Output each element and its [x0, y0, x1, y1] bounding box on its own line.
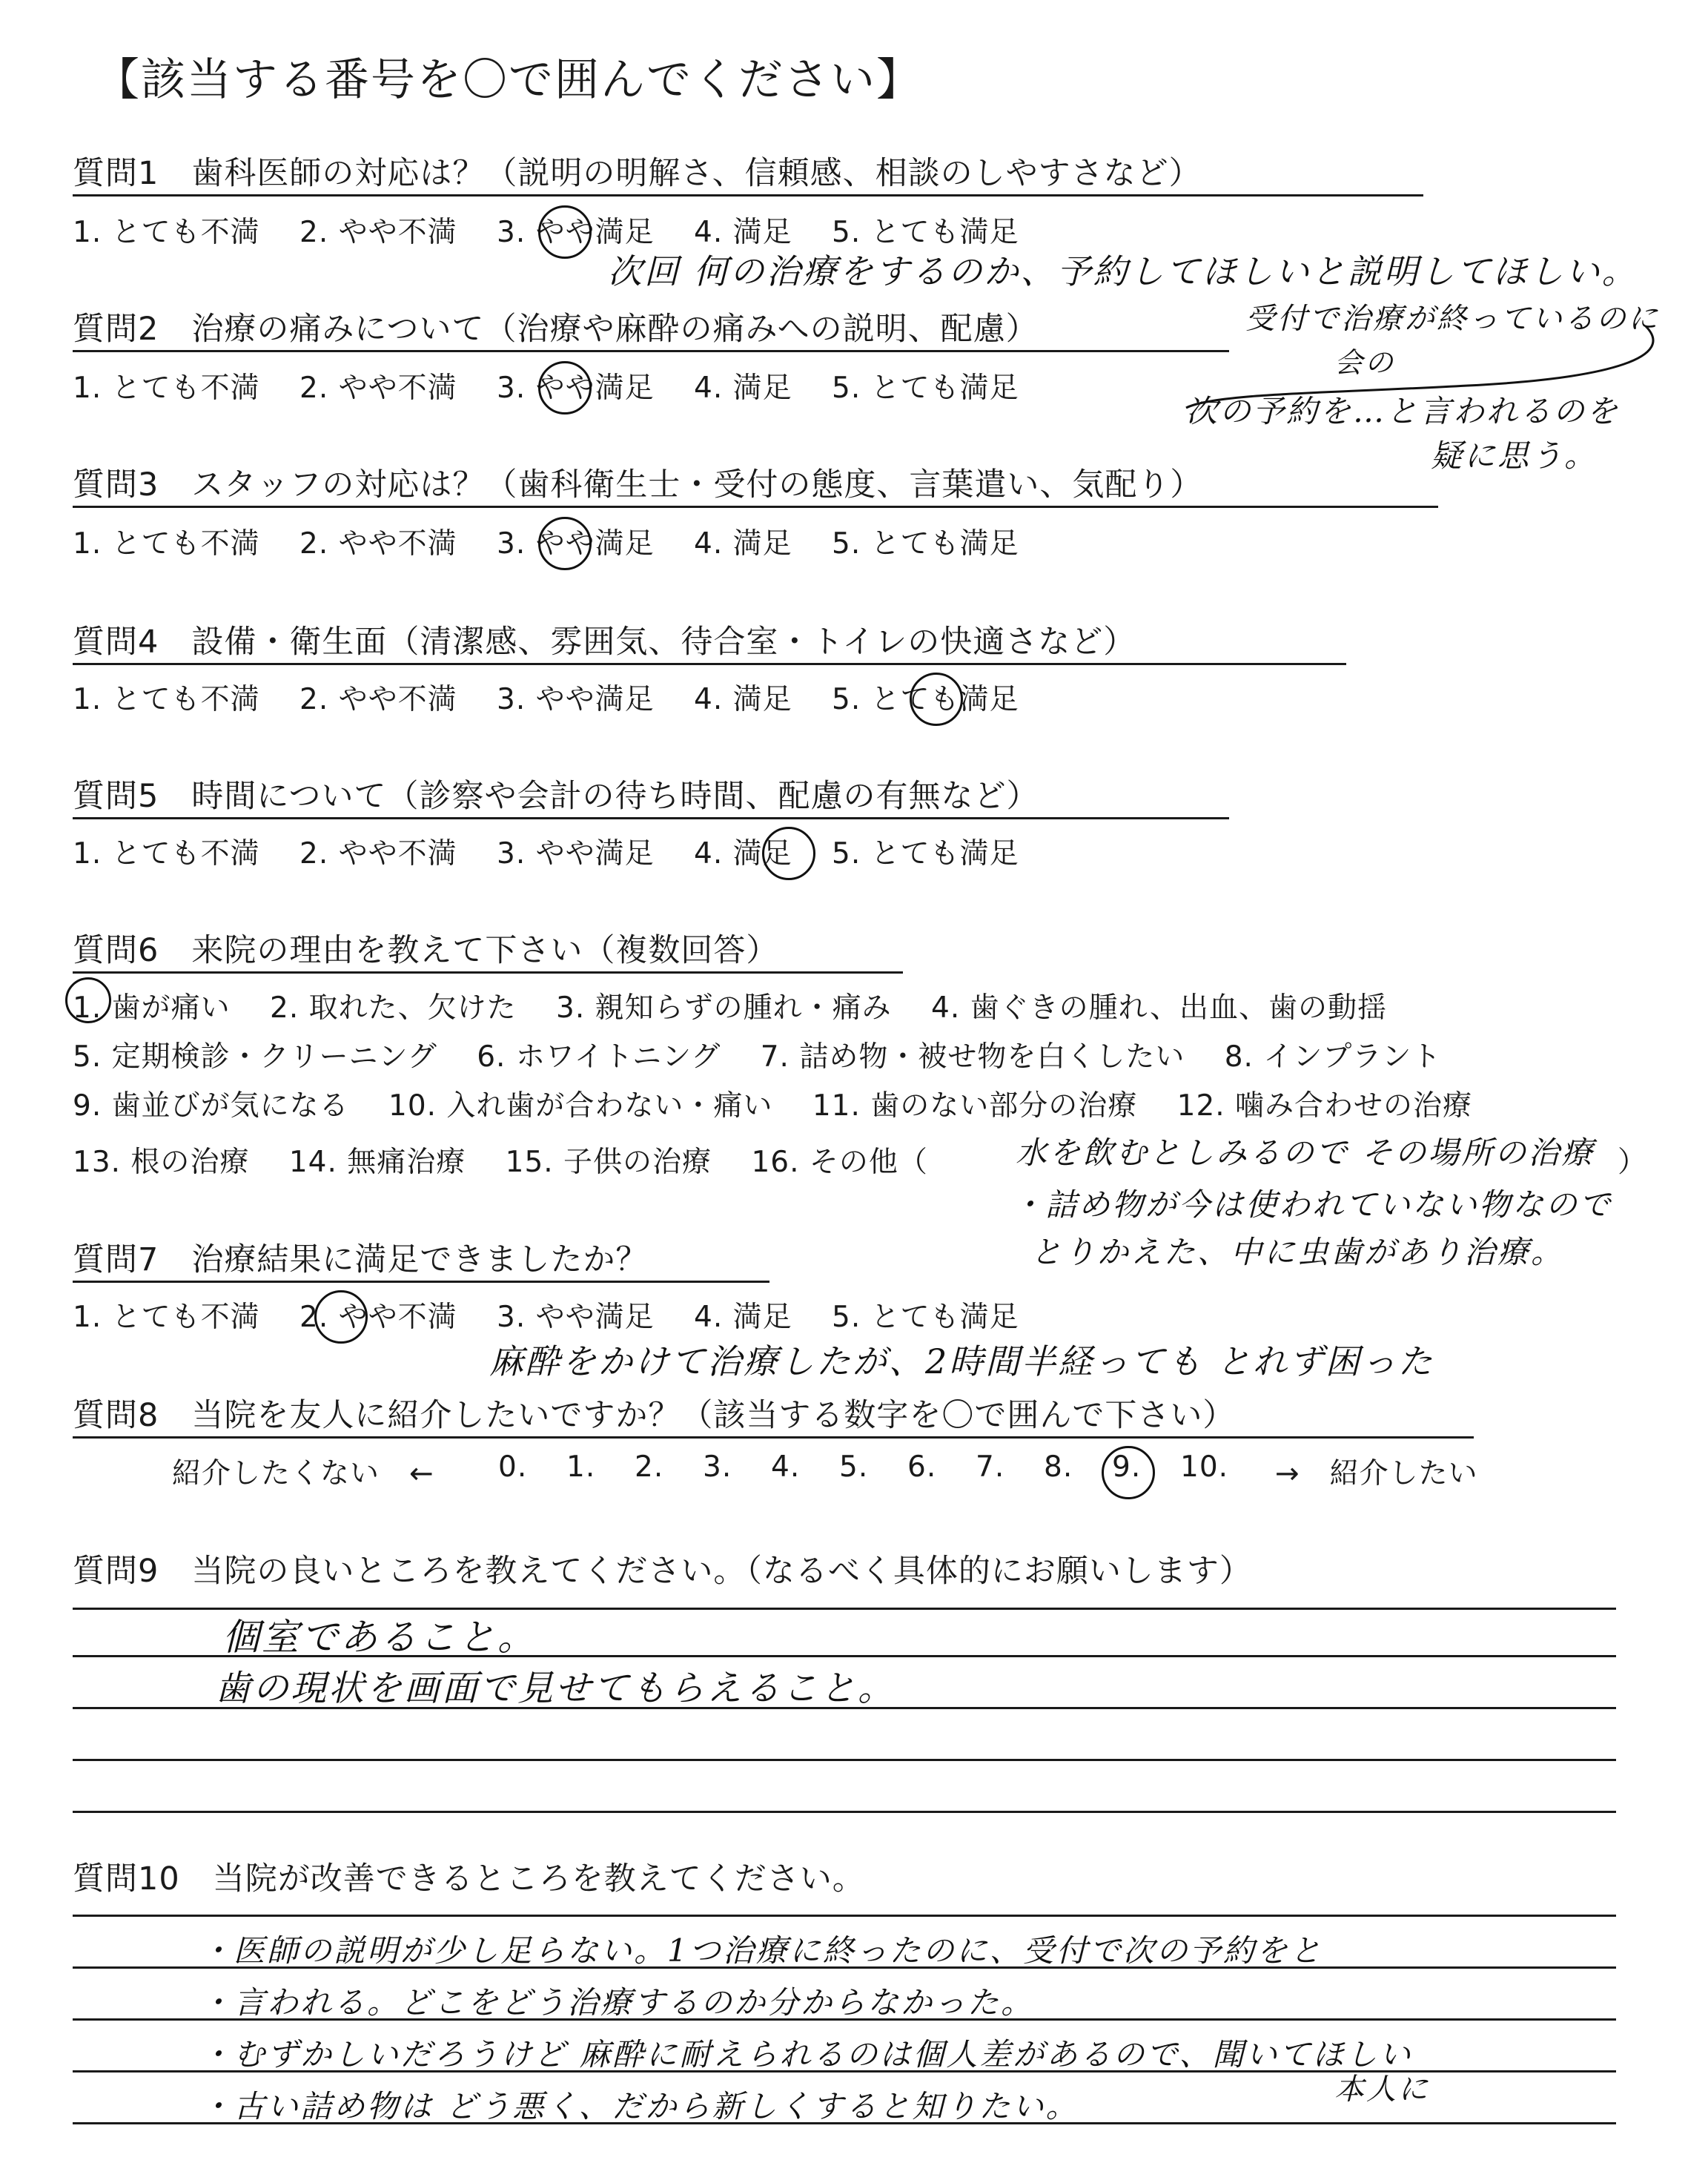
form-title: 【該当する番号を〇で囲んでください】: [95, 54, 922, 106]
question-6-options-row-3[interactable]: 9. 歯並びが気になる 10. 入れ歯が合わない・痛い 11. 歯のない部分の治療 12. 噛み合わせの治療: [73, 1089, 1473, 1123]
question-6-other-handwritten-c: とりかえた、中に虫歯があり治療。: [1030, 1234, 1565, 1270]
question-6-title: 質問6 来院の理由を教えて下さい（複数回答）: [73, 932, 779, 969]
question-1-answer-circle: [538, 205, 592, 259]
question-10-title: 質問10 当院が改善できるところを教えてください。: [73, 1860, 865, 1898]
question-8-scale-value[interactable]: 4.: [771, 1450, 801, 1484]
question-6-options-row-2[interactable]: 5. 定期検診・クリーニング 6. ホワイトニング 7. 詰め物・被せ物を白くしたい 8. インプラント: [73, 1040, 1442, 1074]
question-9-answer-line-4: [73, 1759, 1616, 1761]
question-1-options[interactable]: 1. とても不満 2. やや不満 3. やや満足 4. 満足 5. とても満足: [73, 216, 1019, 249]
question-4-answer-circle: [910, 673, 963, 726]
question-2-handwritten-note-c: 次の予約を…と言われるのを: [1186, 393, 1621, 429]
question-3-options[interactable]: 1. とても不満 2. やや不満 3. やや満足 4. 満足 5. とても満足: [73, 527, 1019, 561]
question-8-underline: [73, 1436, 1474, 1439]
question-10-handwritten-line-4-note: 本人に: [1334, 2073, 1430, 2107]
question-8-scale-value[interactable]: 7.: [976, 1450, 1005, 1484]
question-8-title: 質問8 当院を友人に紹介したいですか？（該当する数字を〇で囲んで下さい）: [73, 1397, 1236, 1434]
question-6-other-handwritten-b: ・詰め物が今は使われていない物なので: [1012, 1186, 1613, 1223]
question-8-scale-value[interactable]: 2.: [635, 1450, 664, 1484]
question-8-scale-low-label: 紹介したくない ←: [172, 1457, 434, 1490]
question-7-handwritten-comment: 麻酔をかけて治療したが、2時間半経っても とれず困った: [489, 1341, 1434, 1381]
question-8-scale-value[interactable]: 1.: [566, 1450, 596, 1484]
question-2-handwritten-note-d: 疑に思う。: [1431, 437, 1598, 474]
question-4-options[interactable]: 1. とても不満 2. やや不満 3. やや満足 4. 満足 5. とても満足: [73, 683, 1019, 716]
question-5-answer-circle: [762, 827, 815, 880]
question-4-underline: [73, 663, 1346, 665]
question-8-scale-value[interactable]: 9.: [1112, 1450, 1142, 1484]
question-1-underline: [73, 194, 1423, 196]
question-6-options-row-1[interactable]: 1. 歯が痛い 2. 取れた、欠けた 3. 親知らずの腫れ・痛み 4. 歯ぐきの腫れ、出血、歯の動揺: [73, 991, 1387, 1025]
question-7-answer-circle: [314, 1290, 368, 1344]
question-6-other-close-paren: ）: [1618, 1146, 1648, 1179]
question-9-title: 質問9 当院の良いところを教えてください。（なるべく具体的にお願いします）: [73, 1553, 1252, 1590]
question-2-options[interactable]: 1. とても不満 2. やや不満 3. やや満足 4. 満足 5. とても満足: [73, 371, 1019, 405]
question-6-other-handwritten-a: 水を飲むとしみるので その場所の治療: [1016, 1135, 1595, 1171]
question-9-handwritten-line-2: 歯の現状を画面で見せてもらえること。: [215, 1668, 896, 1709]
question-6-underline: [73, 971, 903, 974]
question-2-underline: [73, 350, 1229, 352]
question-8-answer-circle: [1102, 1446, 1155, 1499]
question-8-scale-value[interactable]: 0.: [498, 1450, 528, 1484]
question-10-answer-line-1: [73, 1915, 1616, 1917]
question-5-options[interactable]: 1. とても不満 2. やや不満 3. やや満足 4. 満足 5. とても満足: [73, 837, 1019, 871]
question-2-answer-circle: [538, 361, 592, 415]
question-8-scale-high-label: → 紹介したい: [1275, 1457, 1478, 1490]
question-10-handwritten-line-3: ・むずかしいだろうけど 麻酔に耐えられるのは個人差があるので、聞いてほしい: [200, 2036, 1413, 2073]
question-7-title: 質問7 治療結果に満足できましたか？: [73, 1241, 649, 1278]
question-2-handwritten-note-a: 受付で治療が終っているのに: [1245, 302, 1660, 336]
question-2-title: 質問2 治療の痛みについて（治療や麻酔の痛みへの説明、配慮）: [73, 311, 1039, 348]
question-2-handwritten-note-b: 会の: [1334, 346, 1396, 379]
question-10-handwritten-line-1: ・医師の説明が少し足らない。1つ治療に終ったのに、受付で次の予約をと: [200, 1932, 1323, 1969]
question-6-answer-circle: [65, 977, 111, 1023]
question-8-scale-value[interactable]: 3.: [703, 1450, 732, 1484]
question-3-underline: [73, 506, 1438, 508]
question-8-scale-value[interactable]: 10.: [1180, 1450, 1229, 1484]
question-10-handwritten-line-4: ・古い詰め物は どう悪く、だから新しくすると知りたい。: [200, 2088, 1079, 2124]
question-8-scale-value[interactable]: 5.: [839, 1450, 869, 1484]
question-5-title: 質問5 時間について（診察や会計の待ち時間、配慮の有無など）: [73, 778, 1039, 815]
question-7-options[interactable]: 1. とても不満 2. やや不満 3. やや満足 4. 満足 5. とても満足: [73, 1301, 1019, 1334]
question-3-title: 質問3 スタッフの対応は？（歯科衛生士・受付の態度、言葉遣い、気配り）: [73, 466, 1203, 503]
question-1-title: 質問1 歯科医師の対応は？（説明の明解さ、信頼感、相談のしやすさなど）: [73, 155, 1202, 192]
question-3-answer-circle: [538, 517, 592, 570]
question-4-title: 質問4 設備・衛生面（清潔感、雰囲気、待合室・トイレの快適さなど）: [73, 624, 1136, 661]
question-1-handwritten-comment: 次回 何の治療をするのか、予約してほしいと説明してほしい。: [608, 251, 1638, 291]
question-2-arrow-drawing: [1156, 311, 1675, 423]
question-10-handwritten-line-2: ・言われる。どこをどう治療するのか分からなかった。: [200, 1984, 1035, 2021]
question-8-scale-value[interactable]: 8.: [1044, 1450, 1073, 1484]
question-7-underline: [73, 1281, 769, 1283]
question-9-handwritten-line-1: 個室であること。: [222, 1616, 537, 1659]
question-9-answer-line-5: [73, 1811, 1616, 1813]
question-6-options-row-4[interactable]: 13. 根の治療 14. 無痛治療 15. 子供の治療 16. その他（: [73, 1146, 928, 1179]
question-5-underline: [73, 817, 1229, 819]
question-8-scale-value[interactable]: 6.: [907, 1450, 937, 1484]
